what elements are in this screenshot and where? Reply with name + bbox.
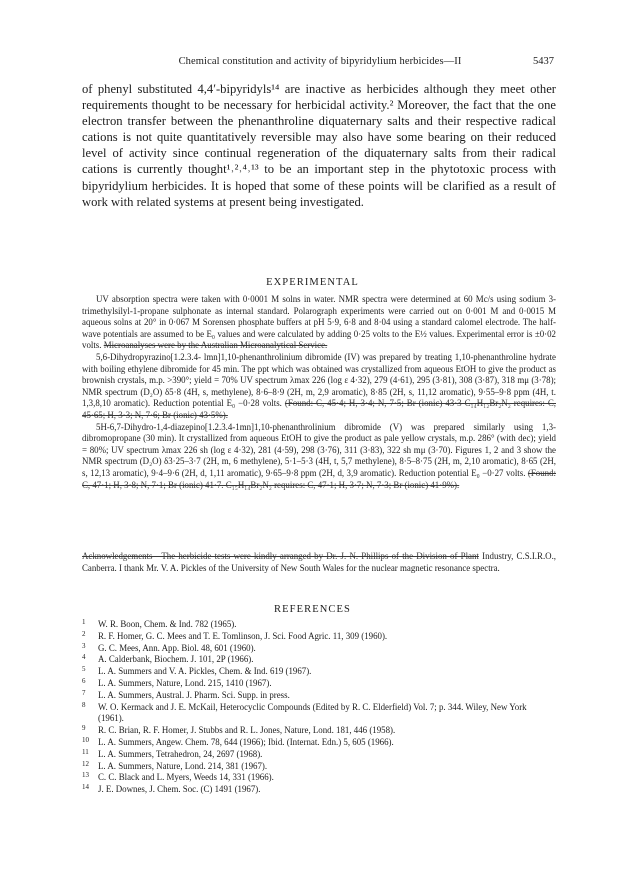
reference-number: 12 bbox=[82, 759, 89, 768]
experimental-section bbox=[82, 294, 556, 491]
reference-text: W. O. Kermack and J. E. McKail, Heterocyclic Compounds (Edited by R. C. Elderfield) Vol. 7; p. 344. Wiley, New York (1961). bbox=[98, 701, 527, 724]
reference-number: 14 bbox=[82, 783, 89, 792]
page-number: 5437 bbox=[533, 56, 554, 67]
reference-item bbox=[82, 725, 552, 737]
reference-text: A. Calderbank, Biochem. J. 101, 2P (1966). bbox=[98, 654, 254, 665]
compound-iv-paragraph bbox=[82, 352, 556, 422]
compound-v-analysis-struck: (Found: C, 47·1; H, 3·8; N, 7·1; Br (ionic) 41·7. C₁₅H₁₄Br₂N₂ requires: C, 47·1; H, 3·7; N, 7·3; Br (ionic) 41·9%). bbox=[82, 467, 557, 490]
compound-iv-text: 5,6-Dihydropyrazino[1.2.3.4- lmn]1,10-phenanthrolinium dibromide (IV) was prepared by treating 1,10-phenanthroline hydrate with boiling ethylene dibromide for 45 min. The ppt which was obtained was crystallized from aqueous EtOH to give the product as brownish crystals, m.p. >390°; yield = 70% UV spectrum λmax 226 (log ε 4·32), 279 (4·61), 295 (3·81), 308 (3·87), 318 mμ (3·78); NMR spectrum (D₂O) δ5·8 (4H, s, methylene), 8·6–8·9 (2H, m, 2,9 aromatic), 8·85 (2H, s, 11,12 aromatic), 9·55–9·8 ppm (4H, t. 1,3,8,10 aromatic). Reduction potential E₀ −0·28 volts. bbox=[82, 351, 556, 409]
reference-number: 11 bbox=[82, 747, 89, 756]
reference-item bbox=[82, 666, 552, 678]
reference-number: 4 bbox=[82, 653, 86, 662]
acknowledgements-text: Industry, C.S.I.R.O., Canberra. I thank Mr. V. A. Pickles of the University of New South Wales for the nuclear magnetic resonance spectra. bbox=[82, 551, 557, 573]
references-heading: REFERENCES bbox=[274, 604, 351, 615]
compound-iv-analysis-struck: (Found: C, 45·4; H, 3·4; N, 7·5; Br (ionic) 43·3 C₁₄H₁₂Br₂N₂ requires: C, 45·65; H, 3·3; N, 7·6; Br (ionic) 43·5%). bbox=[82, 398, 556, 420]
reference-text: R. F. Homer, G. C. Mees and T. E. Tomlinson, J. Sci. Food Agric. 11, 309 (1960). bbox=[98, 630, 388, 641]
compound-v-paragraph bbox=[82, 422, 556, 492]
reference-number: 5 bbox=[82, 665, 86, 674]
reference-item bbox=[82, 772, 552, 784]
reference-item bbox=[82, 737, 552, 749]
reference-text: L. A. Summers, Nature, Lond. 214, 381 (1967). bbox=[98, 760, 268, 771]
reference-number: 1 bbox=[82, 618, 86, 626]
reference-text: L. A. Summers and V. A. Pickles, Chem. & Ind. 619 (1967). bbox=[98, 666, 312, 677]
microanalyses-note-struck: Microanalyses were by the Australian Microanalytical Service. bbox=[103, 340, 328, 351]
reference-item bbox=[82, 761, 552, 773]
reference-text: J. E. Downes, J. Chem. Soc. (C) 1491 (1967). bbox=[98, 784, 261, 795]
reference-number: 6 bbox=[82, 676, 86, 685]
reference-number: 13 bbox=[82, 771, 89, 780]
reference-item bbox=[82, 631, 552, 643]
reference-number: 10 bbox=[82, 735, 89, 744]
reference-text: L. A. Summers, Tetrahedron, 24, 2697 (1968). bbox=[98, 748, 263, 759]
reference-item bbox=[82, 643, 552, 655]
reference-item bbox=[82, 619, 552, 631]
reference-text: R. C. Brian, R. F. Homer, J. Stubbs and R. L. Jones, Nature, Lond. 181, 446 (1958). bbox=[98, 725, 396, 736]
reference-item bbox=[82, 678, 552, 690]
reference-text: G. C. Mees, Ann. App. Biol. 48, 601 (1960). bbox=[98, 642, 256, 653]
reference-number: 2 bbox=[82, 629, 86, 638]
acknowledgements-paragraph bbox=[82, 551, 556, 574]
reference-text: C. C. Black and L. Myers, Weeds 14, 331 (1966). bbox=[98, 772, 274, 783]
reference-text: L. A. Summers, Angew. Chem. 78, 644 (1966); Ibid. (Internat. Edn.) 5, 605 (1966). bbox=[98, 736, 394, 747]
reference-item bbox=[82, 749, 552, 761]
experimental-heading: EXPERIMENTAL bbox=[266, 277, 359, 288]
reference-number: 3 bbox=[82, 641, 86, 650]
reference-text: L. A. Summers, Austral. J. Pharm. Sci. Supp. in press. bbox=[98, 689, 290, 700]
intro-paragraph-block bbox=[82, 81, 556, 210]
experimental-general-paragraph bbox=[82, 294, 556, 352]
reference-text: L. A. Summers, Nature, Lond. 215, 1410 (1967). bbox=[98, 677, 272, 688]
experimental-general-text: UV absorption spectra were taken with 0·0001 M solns in water. NMR spectra were determined at 60 Mc/s using sodium 3-trimethylsilyl-1-propane sulphonate as internal standard. Polarograph experiments were carried out on 0·001 M and 0·0015 M aqueous solns at 20° in 0·067 M Sorensen phosphate buffers at pH 5·9, 6·8 and 8·04 using a standard calomel electrode. The half-wave potentials are assumed to be E₀ values and were calculated by adding 0·25 volts to the E½ values. Experimental error is ±0·02 volts. bbox=[82, 294, 556, 351]
reference-text: W. R. Boon, Chem. & Ind. 782 (1965). bbox=[98, 619, 237, 629]
reference-item bbox=[82, 784, 552, 796]
running-title: Chemical constitution and activity of bipyridylium herbicides—II bbox=[178, 56, 462, 67]
reference-number: 8 bbox=[82, 700, 86, 709]
reference-item bbox=[82, 654, 552, 666]
reference-number: 7 bbox=[82, 688, 86, 697]
acknowledgements-section bbox=[82, 551, 556, 574]
compound-v-text: 5H-6,7-Dihydro-1,4-diazepino[1.2.3.4-1mn]1,10-phenanthrolinium dibromide (V) was prepared similarly using 1,3-dibromopropane (30 min). It crystallized from aqueous EtOH to give the product as pale yellow crystals, m.p. 286° (with dec); yield = 80%; UV spectrum λmax 226 sh (log ε 4·32), 281 (4·59), 298 (3·76), 311 (3·83), 322 sh mμ (3·70). Figures 1, 2 and 3 show the NMR spectrum (D₂O) δ3·25–3·7 (2H, m, 6 methylene), 5·1–5·3 (4H, t, 5,7 methylene), 8·5–8·75 (2H, m, 2,10 aromatic), 8·65 (2H, s, 12,13 aromatic), 9·4–9·6 (2H, d, 1,11 aromatic), 9·65–9·8 ppm (2H, d, 3,9 aromatic). Reduction potential E₀ −0·27 volts. bbox=[82, 421, 556, 478]
intro-paragraph: of phenyl substituted 4,4′-bipyridyls¹⁴ are inactive as herbicides although they meet other requirements thought to be necessary for herbicidal activity.² Moreover, the fact that the one electron transfer between the phenanthroline diquaternary salts and their respective radical cations is not quite quantitatively reversible may also have some bearing on their reduced level of activity since continual regeneration of the diquaternary salts from their radical cations is currently thought¹˒²˒⁴˒¹³ to be an important step in the phytotoxic process with bipyridylium herbicides. It is hoped that some of these points will be clarified as a result of work with related systems at present being investigated. bbox=[82, 82, 556, 209]
page-header bbox=[0, 56, 625, 70]
reference-number: 9 bbox=[82, 724, 86, 733]
references-list bbox=[82, 619, 552, 796]
acknowledgements-struck-line: Acknowledgements—The herbicide tests were kindly arranged by Dr. J. N. Phillips of the Division of Plant bbox=[82, 551, 479, 561]
reference-item bbox=[82, 690, 552, 702]
reference-item bbox=[82, 702, 552, 726]
